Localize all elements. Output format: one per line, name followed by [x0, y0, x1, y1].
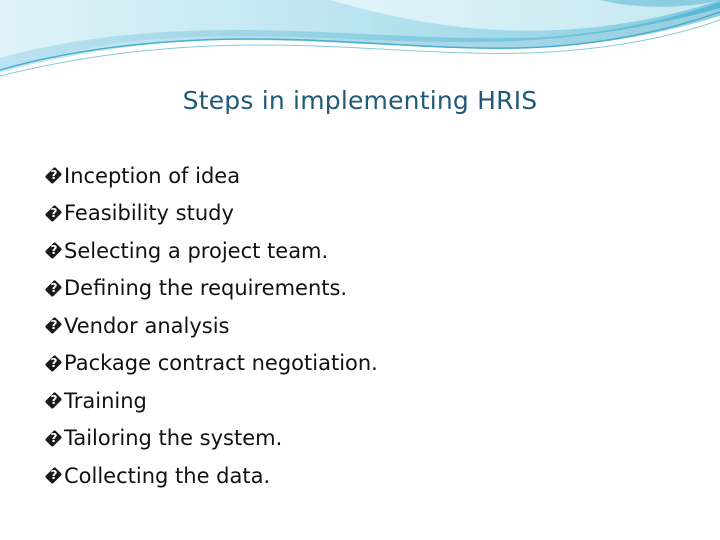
list-item-text: Defining the requirements.: [64, 276, 348, 301]
bullet-list: [46, 157, 378, 495]
replacement-character-icon: [46, 390, 62, 411]
list-item-text: Vendor analysis: [64, 313, 230, 338]
list-item: [46, 457, 378, 495]
list-item-text: Selecting a project team.: [64, 238, 329, 263]
list-item-text: Tailoring the system.: [64, 426, 283, 451]
header-wave-decoration: [0, 0, 720, 90]
list-item-text: Training: [64, 388, 147, 413]
list-item-text: Package contract negotiation.: [64, 351, 378, 376]
replacement-character-icon: [46, 428, 62, 449]
list-item-text: Feasibility study: [64, 201, 234, 226]
list-item-text: Inception of idea: [64, 163, 241, 188]
replacement-character-icon: [46, 353, 62, 374]
list-item: [46, 382, 378, 420]
list-item: [46, 195, 378, 233]
replacement-character-icon: [46, 203, 62, 224]
list-item: [46, 307, 378, 345]
list-item-text: Collecting the data.: [64, 463, 271, 488]
list-item: [46, 270, 378, 308]
list-item: [46, 420, 378, 458]
list-item: [46, 232, 378, 270]
replacement-character-icon: [46, 465, 62, 486]
replacement-character-icon: [46, 165, 62, 186]
replacement-character-icon: [46, 315, 62, 336]
slide-title: Steps in implementing HRIS: [182, 86, 538, 115]
list-item: [46, 345, 378, 383]
list-item: [46, 157, 378, 195]
replacement-character-icon: [46, 278, 62, 299]
replacement-character-icon: [46, 240, 62, 261]
